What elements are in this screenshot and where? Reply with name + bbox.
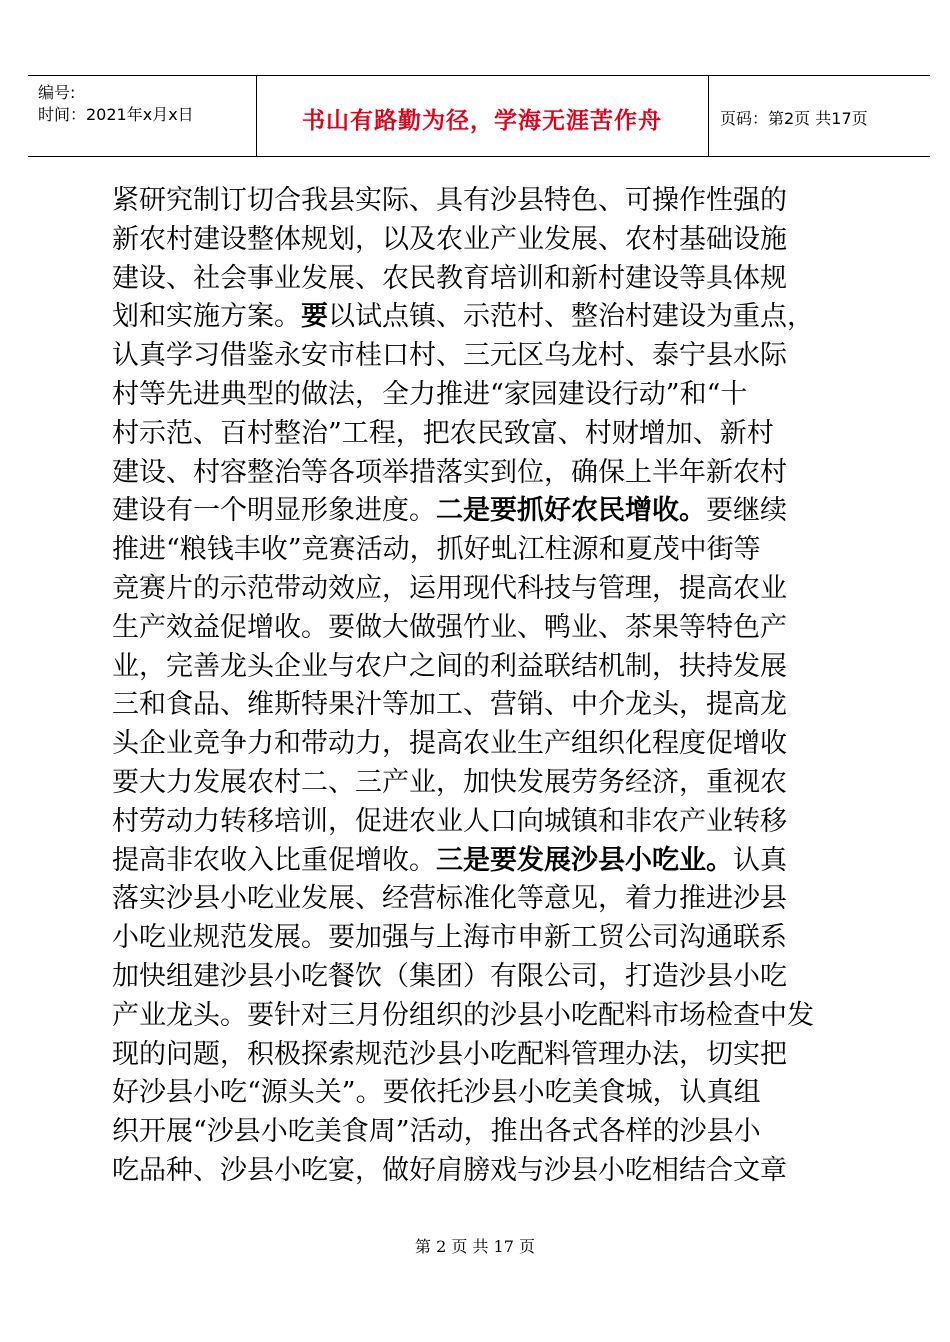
body-bold-segment: 三是要发展沙县小吃业。: [436, 844, 733, 876]
body-text-segment: 落实沙县小吃业发展、经营标准化等意见，着力推进沙县: [112, 883, 787, 915]
body-text-segment: 吃品种、沙县小吃宴，做好肩膀戏与沙县小吃相结合文章: [112, 1154, 787, 1186]
body-text-segment: 认真学习借鉴永安市桂口村、三元区乌龙村、泰宁县水际: [112, 340, 787, 372]
body-line: [112, 260, 852, 299]
body-line: [112, 764, 852, 803]
body-line: [112, 880, 852, 919]
body-text-segment: 紧研究制订切合我县实际、具有沙县特色、可操作性强的: [112, 185, 787, 216]
body-line: [112, 298, 852, 337]
body-text-segment: 要继续: [706, 495, 787, 527]
body-line: [112, 492, 852, 531]
page-footer: 第 2 页 共 17 页: [415, 1237, 535, 1256]
body-bold-segment: 要: [301, 301, 328, 333]
body-text-segment: 建设有一个明显形象进度。: [112, 495, 436, 527]
body-line: [112, 1036, 852, 1075]
body-line: [112, 376, 852, 415]
body-text-segment: 业，完善龙头企业与农户之间的利益联结机制，扶持发展: [112, 650, 787, 682]
body-text-segment: 建设、社会事业发展、农民教育培训和新村建设等具体规: [112, 262, 787, 294]
body-text-segment: 村示范、百村整治”工程，把农民致富、村财增加、新村: [112, 417, 774, 449]
body-line: [112, 919, 852, 958]
body-text-segment: 认真: [733, 844, 787, 876]
body-text-segment: 以试点镇、示范村、整治村建设为重点，: [328, 301, 814, 333]
motto-text: 书山有路勤为径，学海无涯苦作舟: [302, 108, 662, 134]
body-line: [112, 609, 852, 648]
header-page-cell: [708, 76, 930, 156]
body-line: [112, 686, 852, 725]
body-text-segment: 划和实施方案。: [112, 301, 301, 333]
body-text-segment: 村等先进典型的做法，全力推进“家园建设行动”和“十: [112, 378, 748, 410]
body-line: [112, 1074, 852, 1113]
body-line: [112, 725, 852, 764]
body-line: [112, 337, 852, 376]
body-line: [112, 1113, 852, 1152]
body-text-segment: 好沙县小吃“源头关”。要依托沙县小吃美食城，认真组: [112, 1077, 761, 1109]
body-text-segment: 建设、村容整治等各项举措落实到位，确保上半年新农村: [112, 456, 787, 488]
body-text-segment: 织开展“沙县小吃美食周”活动，推出各式各样的沙县小: [112, 1116, 761, 1148]
body-line: [112, 182, 852, 221]
body-line: [112, 570, 852, 609]
body-text-segment: 村劳动力转移培训，促进农业人口向城镇和非农产业转移: [112, 805, 787, 837]
body-line: [112, 531, 852, 570]
body-text-segment: 提高非农收入比重促增收。: [112, 844, 436, 876]
body-text-segment: 小吃业规范发展。要加强与上海市申新工贸公司沟通联系: [112, 922, 787, 954]
body-line: [112, 1152, 852, 1191]
body-line: [112, 997, 852, 1036]
header-meta-cell: [28, 76, 257, 156]
header-page-info: 页码：第2页 共17页: [720, 109, 868, 128]
document-time: 时间：2021年x月x日: [38, 105, 194, 124]
body-text-segment: 产业龙头。要针对三月份组织的沙县小吃配料市场检查中发: [112, 999, 814, 1031]
body-text-segment: 头企业竞争力和带动力，提高农业生产组织化程度促增收: [112, 728, 787, 760]
page-header: [28, 75, 930, 157]
body-bold-segment: 二是要抓好农民增收。: [436, 495, 706, 527]
body-text-segment: 生产效益促增收。要做大做强竹业、鸭业、茶果等特色产: [112, 611, 787, 643]
body-text-segment: 三和食品、维斯特果汁等加工、营销、中介龙头，提高龙: [112, 689, 787, 721]
body-line: [112, 454, 852, 493]
body-text-segment: 加快组建沙县小吃餐饮（集团）有限公司，打造沙县小吃: [112, 960, 787, 992]
body-text-segment: 现的问题，积极探索规范沙县小吃配料管理办法，切实把: [112, 1038, 787, 1070]
body-text-segment: 竞赛片的示范带动效应，运用现代科技与管理，提高农业: [112, 572, 787, 604]
body-text-segment: 推进“粮钱丰收”竞赛活动，抓好虬江柱源和夏茂中街等: [112, 534, 761, 566]
body-line: [112, 842, 852, 881]
header-motto-cell: [256, 76, 709, 156]
document-number-label: 编号:: [38, 83, 76, 102]
body-line: [112, 648, 852, 687]
document-body: [112, 182, 852, 1191]
body-line: [112, 958, 852, 997]
body-text-segment: 要大力发展农村二、三产业，加快发展劳务经济，重视农: [112, 766, 787, 798]
body-text-segment: 新农村建设整体规划，以及农业产业发展、农村基础设施: [112, 223, 787, 255]
body-line: [112, 415, 852, 454]
body-line: [112, 803, 852, 842]
body-line: [112, 221, 852, 260]
